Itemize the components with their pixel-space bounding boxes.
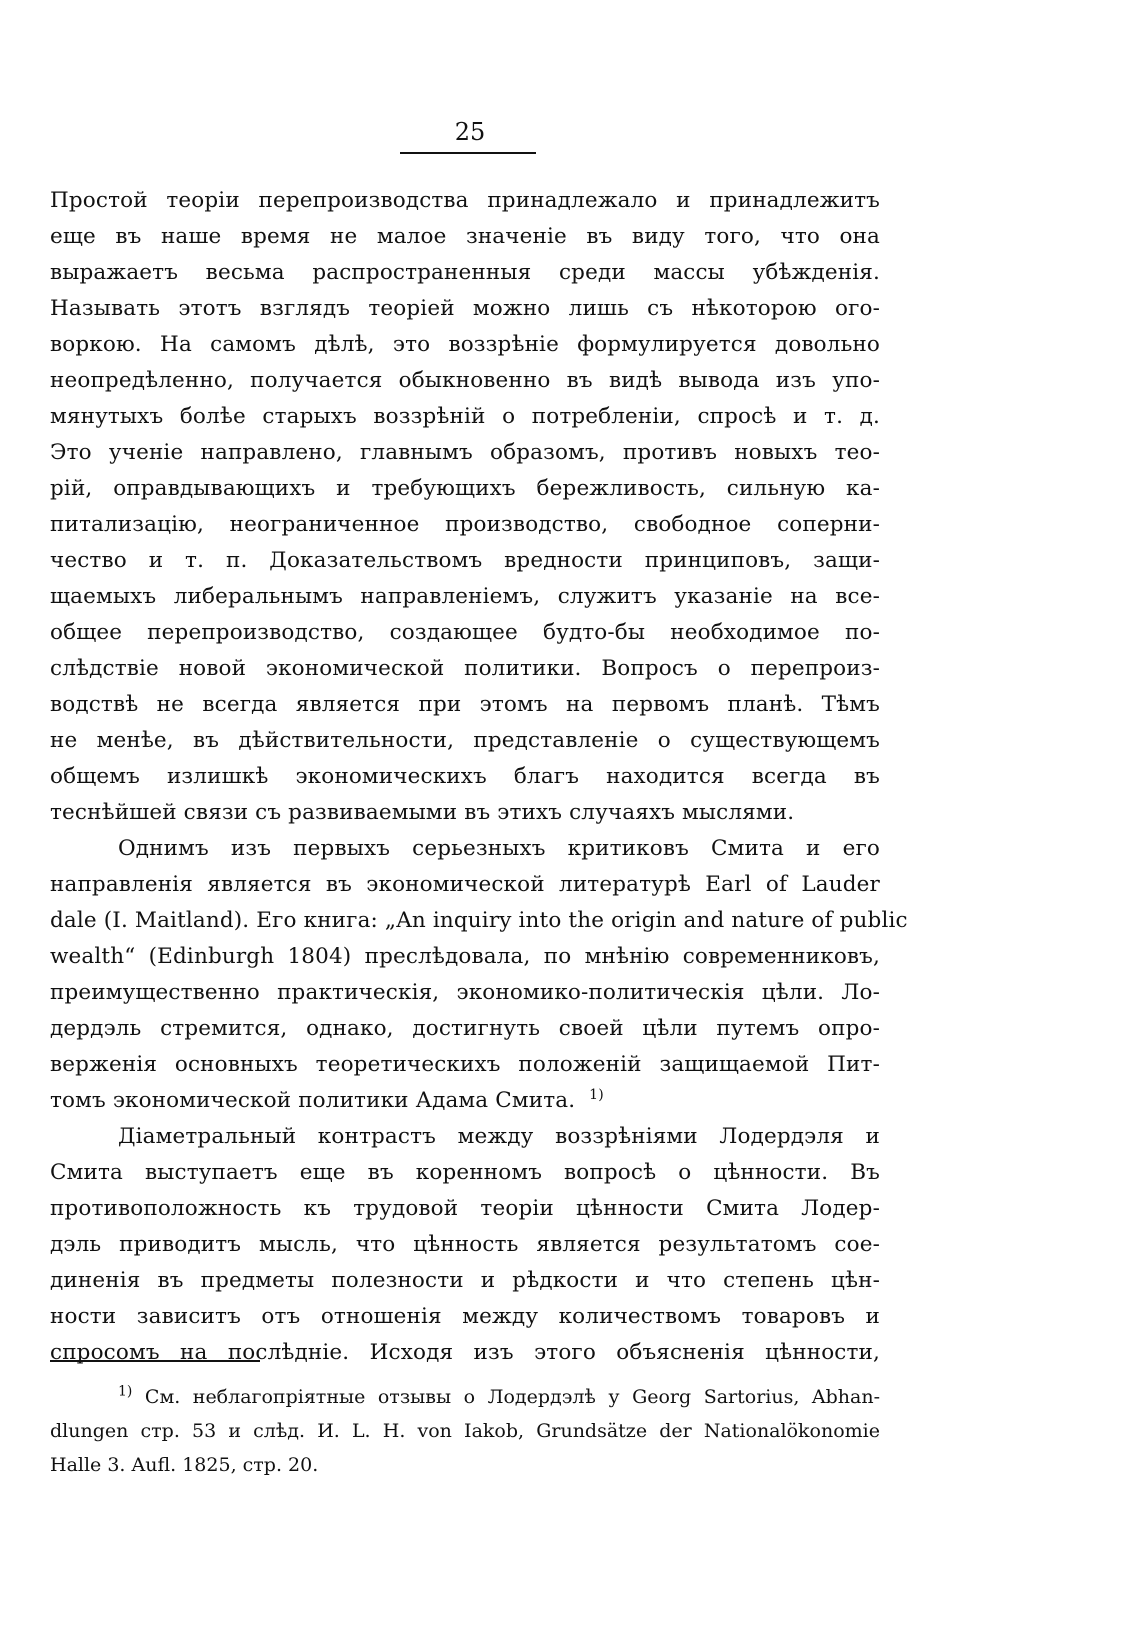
text-line: питализацію, неограниченное производство, свободное соперни- — [50, 512, 880, 537]
text-line: водствѣ не всегда является при этомъ на первомъ планѣ. Тѣмъ — [50, 692, 880, 717]
text-line: теснѣйшей связи съ развиваемыми въ этихъ случаяхъ мыслями. — [50, 800, 795, 825]
text-line: щаемыхъ либеральнымъ направленіемъ, служитъ указаніе на все- — [50, 584, 880, 609]
footnote-marker: 1) — [118, 1383, 133, 1400]
text-line: неопредѣленно, получается обыкновенно въ видѣ вывода изъ упо- — [50, 368, 880, 393]
text-line-with-ref — [50, 1083, 880, 1119]
text-line: чество и т. п. Доказательствомъ вредности принциповъ, защи- — [50, 548, 880, 573]
text-line: Діаметральный контрастъ между воззрѣніями Лодердэля и — [118, 1124, 880, 1149]
text-line: направленія является въ экономической литературѣ Earl of Lauder — [50, 872, 880, 897]
text-line: Однимъ изъ первыхъ серьезныхъ критиковъ Смита и его — [118, 836, 880, 861]
page-number: 25 — [454, 118, 486, 146]
text-line: dale (I. Maitland). Его книга: „An inquiry into the origin and nature of public — [50, 908, 908, 933]
text-line-content: томъ экономической политики Адама Смита. — [50, 1088, 576, 1113]
text-line: общее перепроизводство, создающее будто-бы необходимое по- — [50, 620, 880, 645]
text-line: верженія основныхъ теоретическихъ положеній защищаемой Пит- — [50, 1052, 880, 1077]
footnotes — [50, 1380, 880, 1482]
header-rule — [400, 152, 536, 154]
text-line: общемъ излишкѣ экономическихъ благъ находится всегда въ — [50, 764, 880, 789]
text-line: Называть этотъ взглядъ теоріей можно лишь съ нѣкоторою ого- — [50, 296, 880, 321]
footnote-line: dlungen стр. 53 и слѣд. И. L. H. von Iakob, Grundsätze der Nationalökonomie — [50, 1420, 880, 1442]
text-line: диненія въ предметы полезности и рѣдкости и что степень цѣн- — [50, 1268, 880, 1293]
text-line: Смита выступаетъ еще въ коренномъ вопросѣ о цѣнности. Въ — [50, 1160, 880, 1185]
text-line: преимущественно практическія, экономико-политическія цѣли. Ло- — [50, 980, 880, 1005]
text-line: рій, оправдывающихъ и требующихъ бережливость, сильную ка- — [50, 476, 880, 501]
footnote-text: См. неблагопріятные отзывы о Лодердэлѣ у Georg Sartorius, Abhan- — [144, 1386, 881, 1408]
text-line: выражаетъ весьма распространенныя среди массы убѣжденія. — [50, 260, 880, 285]
body-text — [50, 183, 908, 1371]
text-line: Простой теоріи перепроизводства принадлежало и принадлежитъ — [50, 188, 880, 213]
text-line: мянутыхъ болѣе старыхъ воззрѣній о потребленіи, спросѣ и т. д. — [50, 404, 880, 429]
text-line: не менѣе, въ дѣйствительности, представленіе о существующемъ — [50, 728, 880, 753]
footnote-line: Halle 3. Aufl. 1825, стр. 20. — [50, 1454, 319, 1476]
text-line: еще въ наше время не малое значеніе въ виду того, что она — [50, 224, 880, 249]
footnote-line — [50, 1380, 880, 1414]
text-line: противоположность къ трудовой теоріи цѣнности Смита Лодер- — [50, 1196, 880, 1221]
footnote-ref: 1) — [589, 1086, 604, 1103]
text-line: слѣдствіе новой экономической политики. Вопросъ о перепроиз- — [50, 656, 880, 681]
text-line: дердэль стремится, однако, достигнуть своей цѣли путемъ опро- — [50, 1016, 880, 1041]
text-line: ности зависитъ отъ отношенія между количествомъ товаровъ и — [50, 1304, 880, 1329]
text-line: воркою. На самомъ дѣлѣ, это воззрѣніе формулируется довольно — [50, 332, 880, 357]
text-line: спросомъ на послѣдніе. Исходя изъ этого объясненія цѣнности, — [50, 1340, 880, 1365]
text-line: дэль приводитъ мысль, что цѣнность является результатомъ сое- — [50, 1232, 880, 1257]
footnote-rule — [50, 1360, 260, 1362]
text-line: wealth“ (Edinburgh 1804) преслѣдовала, по мнѣнію современниковъ, — [50, 944, 880, 969]
text-line: Это ученіе направлено, главнымъ образомъ, противъ новыхъ тео- — [50, 440, 880, 465]
